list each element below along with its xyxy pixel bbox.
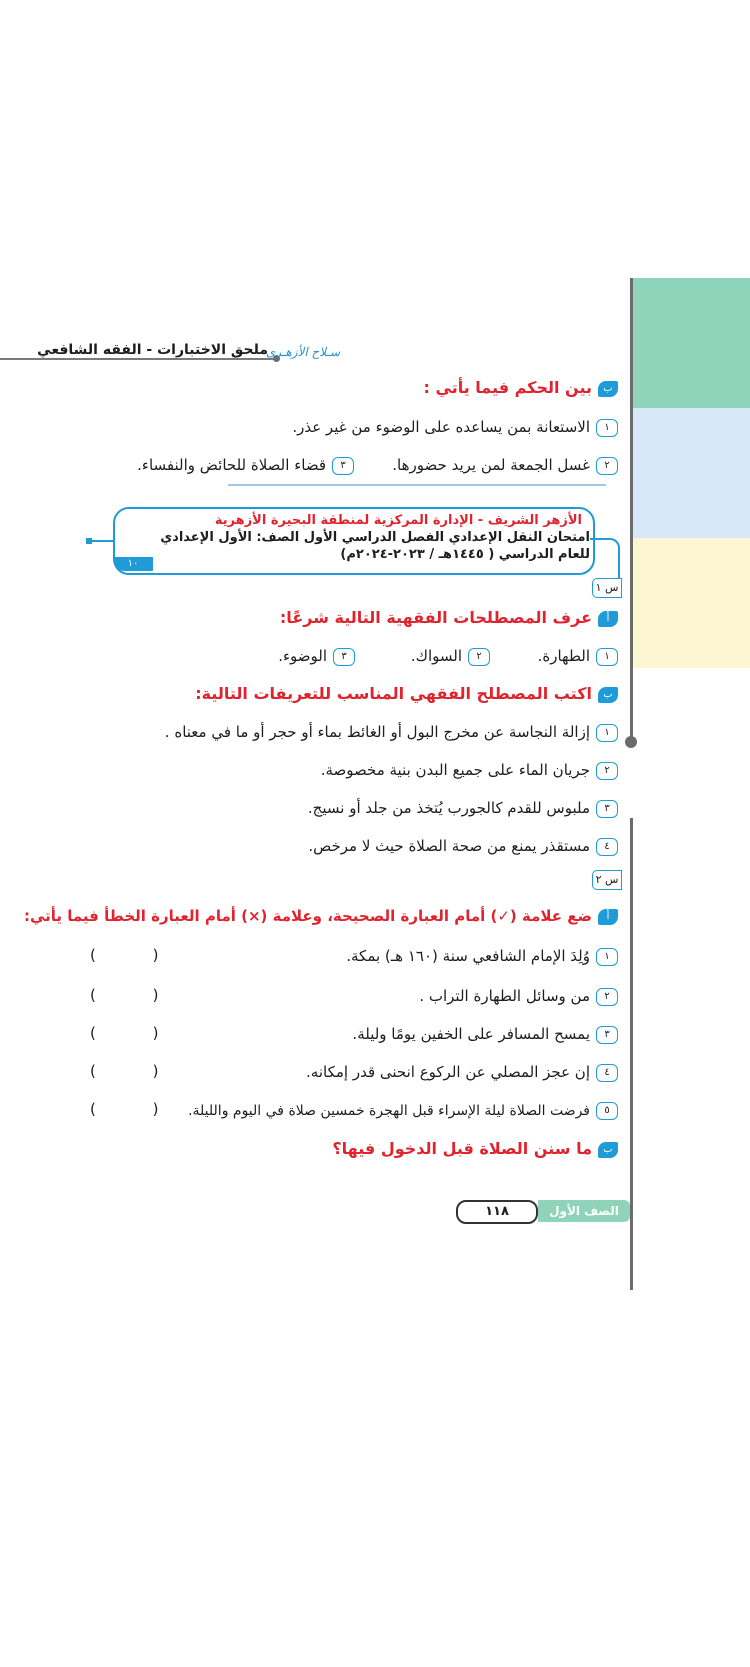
- section-badge: أ: [598, 611, 618, 627]
- list-item: [188, 1100, 618, 1121]
- header-title: ملحق الاختبارات - الفقه الشافعي: [37, 342, 268, 358]
- rule-knob: [625, 736, 637, 748]
- item-number: ٣: [332, 457, 354, 475]
- exam-box-bracket: [590, 538, 620, 580]
- footer-grade-tab: الصف الأول الإعدادي: [538, 1200, 630, 1222]
- section-title: بين الحكم فيما يأتي :: [423, 378, 592, 397]
- exam-line-3: للعام الدراسي ( ١٤٤٥هـ / ٢٠٢٣-٢٠٢٤م): [340, 547, 590, 562]
- list-item: [292, 417, 618, 437]
- list-item: [538, 646, 618, 666]
- item-number: ١: [596, 419, 618, 437]
- list-item: [306, 1062, 618, 1082]
- answer-parens: ( ): [90, 1062, 185, 1080]
- section-title: اكتب المصطلح الفقهي المناسب للتعريفات التالية:: [195, 684, 592, 703]
- item-number: ١: [596, 648, 618, 666]
- exam-line-2: امتحان النقل الإعدادي الفصل الدراسي الأول الصف: الأول الإعدادي: [160, 530, 590, 545]
- side-tab-yellow: [632, 538, 750, 668]
- section-badge: أ: [598, 909, 618, 925]
- item-text: فرضت الصلاة ليلة الإسراء قبل الهجرة خمسين صلاة في اليوم والليلة.: [188, 1103, 590, 1119]
- list-item: [165, 722, 618, 742]
- list-item: [411, 646, 490, 666]
- item-text: قضاء الصلاة للحائض والنفساء.: [137, 456, 326, 474]
- list-item: [346, 946, 618, 966]
- item-text: مستقذر يمنع من صحة الصلاة حيث لا مرخص.: [308, 837, 590, 855]
- section-title: عرف المصطلحات الفقهية التالية شرعًا:: [279, 608, 592, 627]
- item-number: ٤: [596, 838, 618, 856]
- item-text: من وسائل الطهارة التراب .: [419, 987, 590, 1005]
- q1b-title: [195, 684, 618, 704]
- q2a-title: [24, 906, 618, 926]
- item-number: ٢: [468, 648, 490, 666]
- q2b-title: [332, 1139, 618, 1159]
- item-text: الاستعانة بمن يساعده على الوضوء من غير عذر.: [292, 418, 590, 436]
- list-item: [137, 455, 354, 475]
- list-item: [392, 455, 618, 475]
- item-number: ٢: [596, 457, 618, 475]
- item-text: الطهارة.: [537, 647, 590, 665]
- answer-parens: ( ): [90, 946, 185, 964]
- item-number: ١: [596, 948, 618, 966]
- answer-parens: ( ): [90, 986, 185, 1004]
- section-badge: ب: [598, 381, 618, 397]
- list-item: [352, 1024, 618, 1044]
- question-label: س ١: [592, 578, 622, 598]
- item-text: يمسح المسافر على الخفين يومًا وليلة.: [352, 1025, 590, 1043]
- list-item: [419, 986, 618, 1006]
- exam-box-dot: [86, 538, 92, 544]
- item-number: ٥: [596, 1102, 618, 1120]
- partb-underline: [228, 484, 606, 486]
- item-text: السواك.: [410, 647, 462, 665]
- answer-parens: ( ): [90, 1100, 185, 1118]
- list-item: [308, 836, 618, 856]
- side-tab-green: [632, 278, 750, 408]
- partb-title: [424, 378, 618, 398]
- vertical-rule-top: [630, 278, 633, 740]
- item-text: غسل الجمعة لمن يريد حضورها.: [392, 456, 590, 474]
- item-text: إزالة النجاسة عن مخرج البول أو الغائط بماء أو حجر أو ما في معناه .: [164, 723, 590, 741]
- q1a-title: [280, 608, 618, 628]
- item-text: إن عجز المصلي عن الركوع انحنى قدر إمكانه.: [306, 1063, 590, 1081]
- item-number: ٢: [596, 988, 618, 1006]
- item-text: الوضوء.: [278, 647, 327, 665]
- item-number: ٣: [333, 648, 355, 666]
- page-number: ١١٨: [456, 1200, 538, 1224]
- list-item: [278, 646, 355, 666]
- item-text: وُلِدَ الإمام الشافعي سنة (١٦٠ هـ) بمكة.: [346, 947, 590, 965]
- exam-line-1: الأزهر الشريف - الإدارة المركزية لمنطقة البحيرة الأزهرية: [214, 513, 582, 528]
- section-badge: ب: [598, 687, 618, 703]
- item-number: ٣: [596, 800, 618, 818]
- item-text: ملبوس للقدم كالجورب يُتخذ من جلد أو نسيج.: [307, 799, 590, 817]
- header-logo: سـلاح الأزهـري: [265, 345, 340, 359]
- section-badge: ب: [598, 1142, 618, 1158]
- section-title: ضع علامة (✓) أمام العبارة الصحيحة، وعلامة (×) أمام العبارة الخطأ فيما يأتي:: [23, 907, 592, 925]
- question-label: س ٢: [592, 870, 622, 890]
- item-text: جريان الماء على جميع البدن بنية مخصوصة.: [320, 761, 590, 779]
- answer-parens: ( ): [90, 1024, 185, 1042]
- item-number: ٤: [596, 1064, 618, 1082]
- list-item: [308, 798, 618, 818]
- section-title: ما سنن الصلاة قبل الدخول فيها؟: [332, 1139, 592, 1158]
- item-number: ٢: [596, 762, 618, 780]
- exam-number-badge: ١٠: [113, 557, 153, 571]
- list-item: [321, 760, 618, 780]
- item-number: ٣: [596, 1026, 618, 1044]
- item-number: ١: [596, 724, 618, 742]
- vertical-rule-bottom: [630, 818, 633, 1290]
- side-tab-blue: [632, 408, 750, 538]
